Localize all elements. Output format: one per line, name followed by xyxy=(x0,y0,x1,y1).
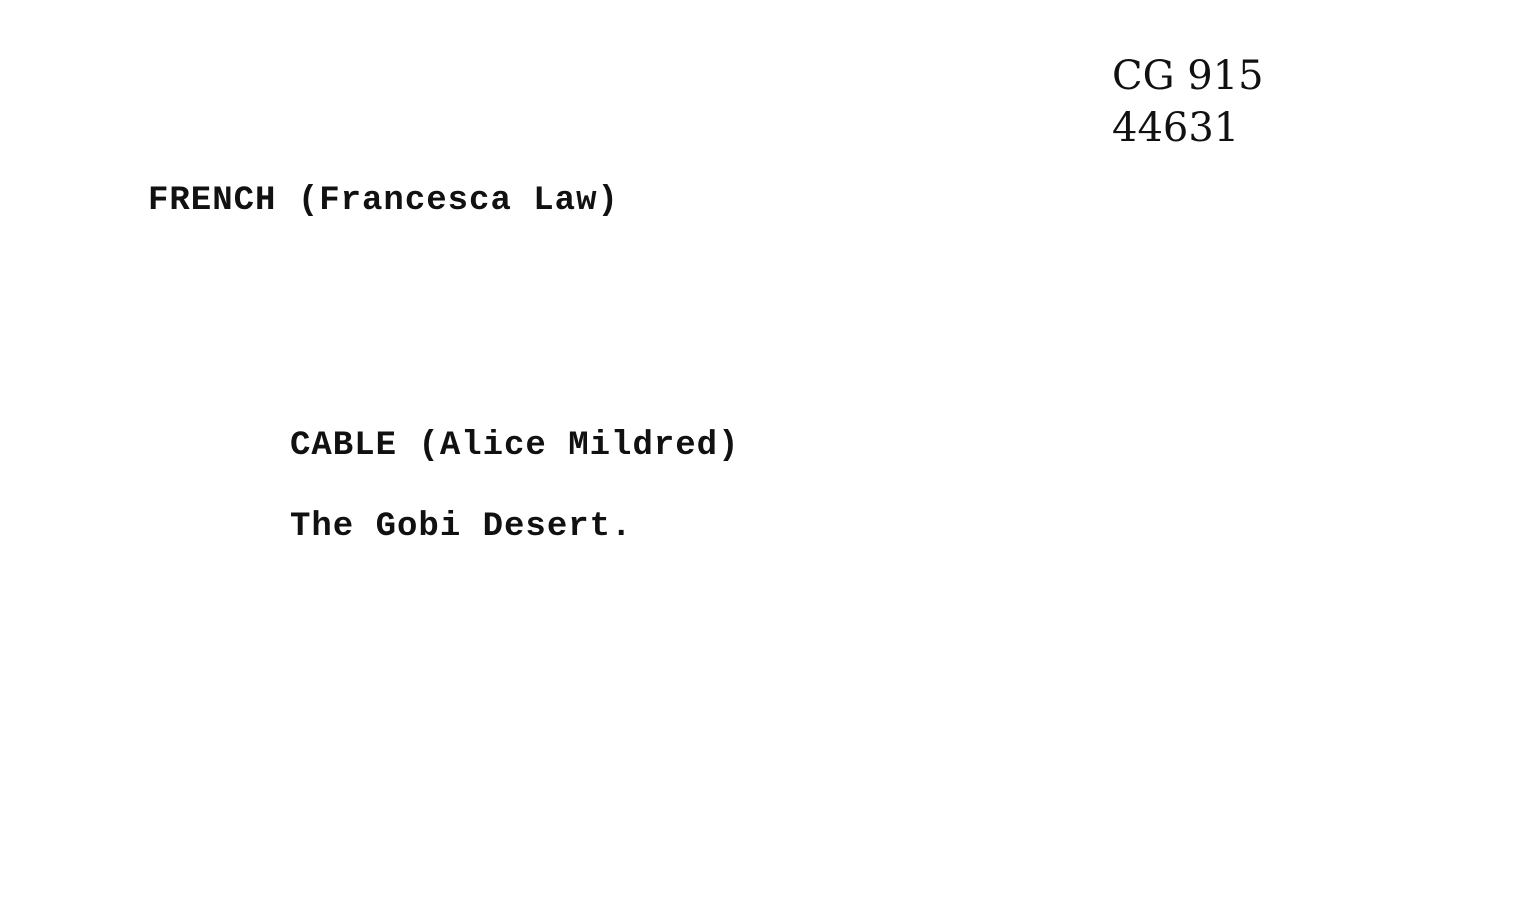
call-number-line-1: CG 915 xyxy=(1112,53,1264,99)
subject-heading: FRENCH (Francesca Law) xyxy=(148,182,619,220)
author-heading: CABLE (Alice Mildred) xyxy=(290,427,740,465)
call-number-line-2: 44631 xyxy=(1112,105,1240,151)
call-number xyxy=(1112,50,1264,154)
book-title: The Gobi Desert. xyxy=(290,508,633,546)
